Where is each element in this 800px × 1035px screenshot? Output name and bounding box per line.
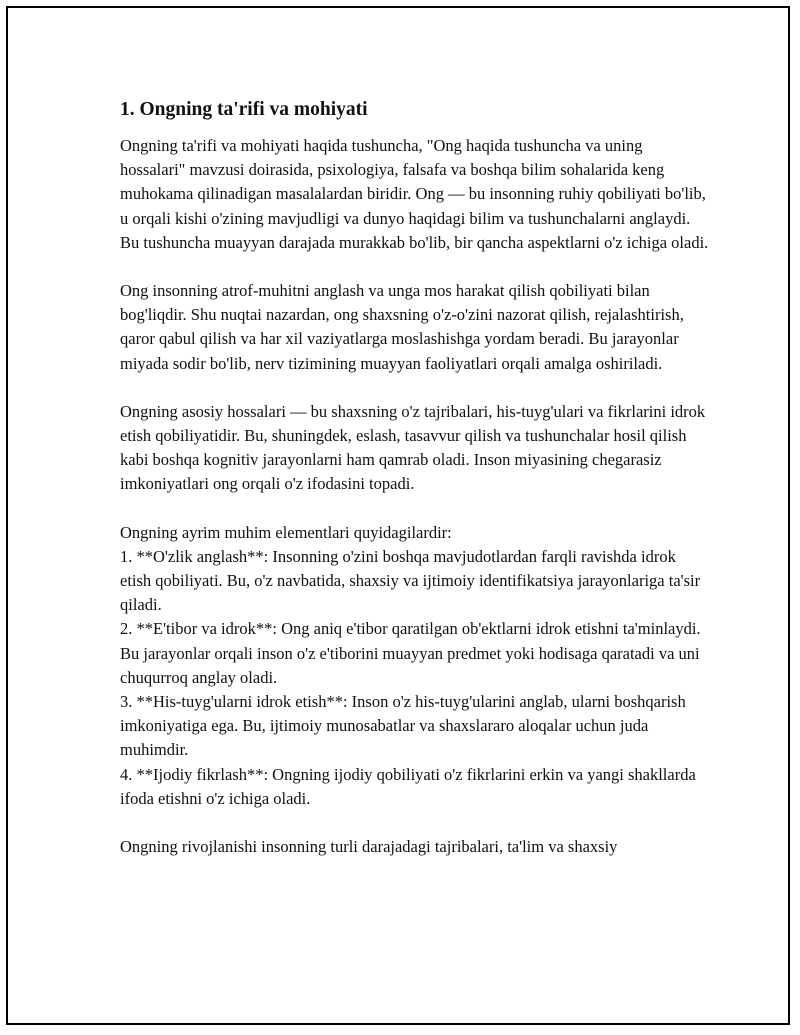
section-heading: 1. Ongning ta'rifi va mohiyati <box>120 99 368 120</box>
page-frame <box>6 6 790 1025</box>
document-body <box>120 98 710 859</box>
list-item: 1. **O'zlik anglash**: Insonning o'zini boshqa mavjudotlardan farqli ravishda idrok etish qobiliyati. Bu, o'z navbatida, shaxsiy va ijtimoiy identifikatsiya jarayonlariga ta'sir qiladi. <box>120 546 701 615</box>
list-intro: Ongning ayrim muhim elementlari quyidagilardir: <box>120 522 452 542</box>
paragraph-3: Ongning asosiy hossalari — bu shaxsning o'z tajribalari, his-tuyg'ulari va fikrlarini idrok etish qobiliyatidir. Bu, shuningdek, eslash, tasavvur qilish va tushunchalar hosil qilish kabi boshqa kognitiv jarayonlarni ham qamrab oladi. Inson miyasining chegarasiz imkoniyatlari ong orqali o'z ifodasini topadi. <box>120 401 706 494</box>
list-item: 4. **Ijodiy fikrlash**: Ongning ijodiy qobiliyati o'z fikrlarini erkin va yangi shakllarda ifoda etishni o'z ichiga oladi. <box>120 764 696 808</box>
paragraph-2: Ong insonning atrof-muhitni anglash va unga mos harakat qilish qobiliyati bilan bog'liqdir. Shu nuqtai nazardan, ong shaxsning o'z-o'zini nazorat qilish, rejalashtirish, qaror qabul qilish va har xil vaziyatlarga moslashishga yordam beradi. Bu jarayonlar miyada sodir bo'lib, nerv tizimining muayyan faoliyatlari orqali amalga oshiriladi. <box>120 281 684 373</box>
paragraph-1: Ongning ta'rifi va mohiyati haqida tushuncha, "Ong haqida tushuncha va uning hossalari" mavzusi doirasida, psixologiya, falsafa va boshqa bilim sohalarida keng muhokama qilinadigan masalalardan biridir. Ong — bu insonning ruhiy qobiliyati bo'lib, u orqali kishi o'zining mavjudligi va dunyo haqidagi bilim va tushunchalarni anglaydi. Bu tushuncha muayyan darajada murakkab bo'lib, bir qancha aspektlarni o'z ichiga oladi. <box>120 136 709 252</box>
elements-list <box>120 545 710 811</box>
list-item: 2. **E'tibor va idrok**: Ong aniq e'tibor qaratilgan ob'ektlarni idrok etishni ta'minlaydi. Bu jarayonlar orqali inson o'z e'tiborini muayyan predmet yoki hodisaga qaratadi va uni chuqurroq anglay oladi. <box>120 619 701 687</box>
closing-paragraph: Ongning rivojlanishi insonning turli darajadagi tajribalari, ta'lim va shaxsiy <box>120 837 618 857</box>
list-item: 3. **His-tuyg'ularni idrok etish**: Inson o'z his-tuyg'ularini anglab, ularni boshqarish imkoniyatiga ega. Bu, ijtimoiy munosabatlar va shaxslararo aloqalar uchun juda muhimdir. <box>120 692 686 760</box>
